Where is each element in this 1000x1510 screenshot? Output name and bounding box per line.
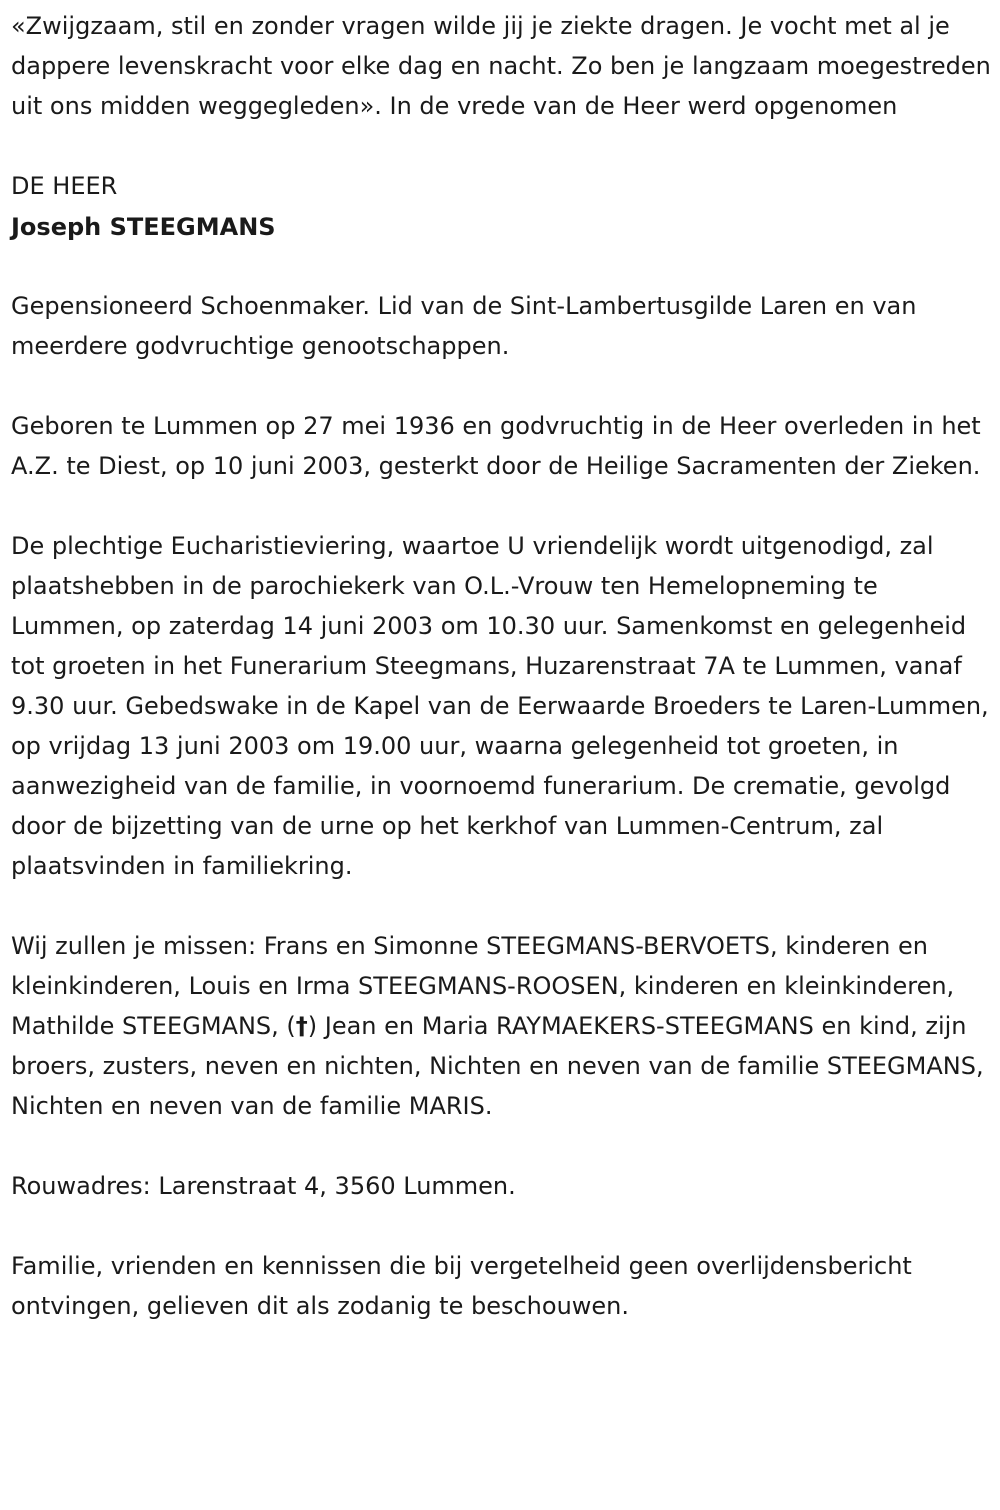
mourning-address: Rouwadres: Larenstraat 4, 3560 Lummen. (11, 1172, 516, 1200)
spacer (11, 1206, 992, 1246)
mourners-before-cross: Wij zullen je missen: Frans en Simonne STEEGMANS-BERVOETS, kinderen en kleinkinderen, Louis en Irma STEEGMANS-ROOSEN, kinderen en kleinkinderen, Mathilde STEEGMANS, ( (11, 932, 955, 1040)
mourners-text (11, 926, 992, 1126)
spacer (11, 246, 992, 286)
birth-death-text: Geboren te Lummen op 27 mei 1936 en godvruchtig in de Heer overleden in het A.Z. te Diest, op 10 juni 2003, gesterkt door de Heilige Sacramenten der Zieken. (11, 412, 981, 480)
cross-icon: † (295, 1012, 308, 1040)
occupation-text: Gepensioneerd Schoenmaker. Lid van de Sint-Lambertusgilde Laren en van meerdere godvruchtige genootschappen. (11, 292, 917, 360)
spacer (11, 486, 992, 526)
honorific-title: DE HEER (11, 172, 118, 200)
spacer (11, 1126, 992, 1166)
opening-quote: «Zwijgzaam, stil en zonder vragen wilde jij je ziekte dragen. Je vocht met al je dappere levenskracht voor elke dag en nacht. Zo ben je langzaam moegestreden uit ons midden weggegleden». In de vrede van de Heer werd opgenomen (11, 12, 991, 120)
ceremony-text: De plechtige Eucharistieviering, waartoe U vriendelijk wordt uitgenodigd, zal plaatshebben in de parochiekerk van O.L.-Vrouw ten Hemelopneming te Lummen, op zaterdag 14 juni 2003 om 10.30 uur. Samenkomst en gelegenheid tot groeten in het Funerarium Steegmans, Huzarenstraat 7A te Lummen, vanaf 9.30 uur. Gebedswake in de Kapel van de Eerwaarde Broeders te Laren-Lummen, op vrijdag 13 juni 2003 om 19.00 uur, waarna gelegenheid tot groeten, in aanwezigheid van de familie, in voornoemd funerarium. De crematie, gevolgd door de bijzetting van de urne op het kerkhof van Lummen-Centrum, zal plaatsvinden in familiekring. (11, 532, 989, 880)
mourners-after-cross: ) Jean en Maria RAYMAEKERS-STEEGMANS en kind, zijn broers, zusters, neven en nichten, Nichten en neven van de familie STEEGMANS, Nichten en neven van de familie MARIS. (11, 1012, 984, 1120)
deceased-name: Joseph STEEGMANS (11, 213, 276, 241)
spacer (11, 886, 992, 926)
closing-note: Familie, vrienden en kennissen die bij vergetelheid geen overlijdensbericht ontvingen, gelieven dit als zodanig te beschouwen. (11, 1252, 912, 1320)
spacer (11, 126, 992, 166)
spacer (11, 366, 992, 406)
